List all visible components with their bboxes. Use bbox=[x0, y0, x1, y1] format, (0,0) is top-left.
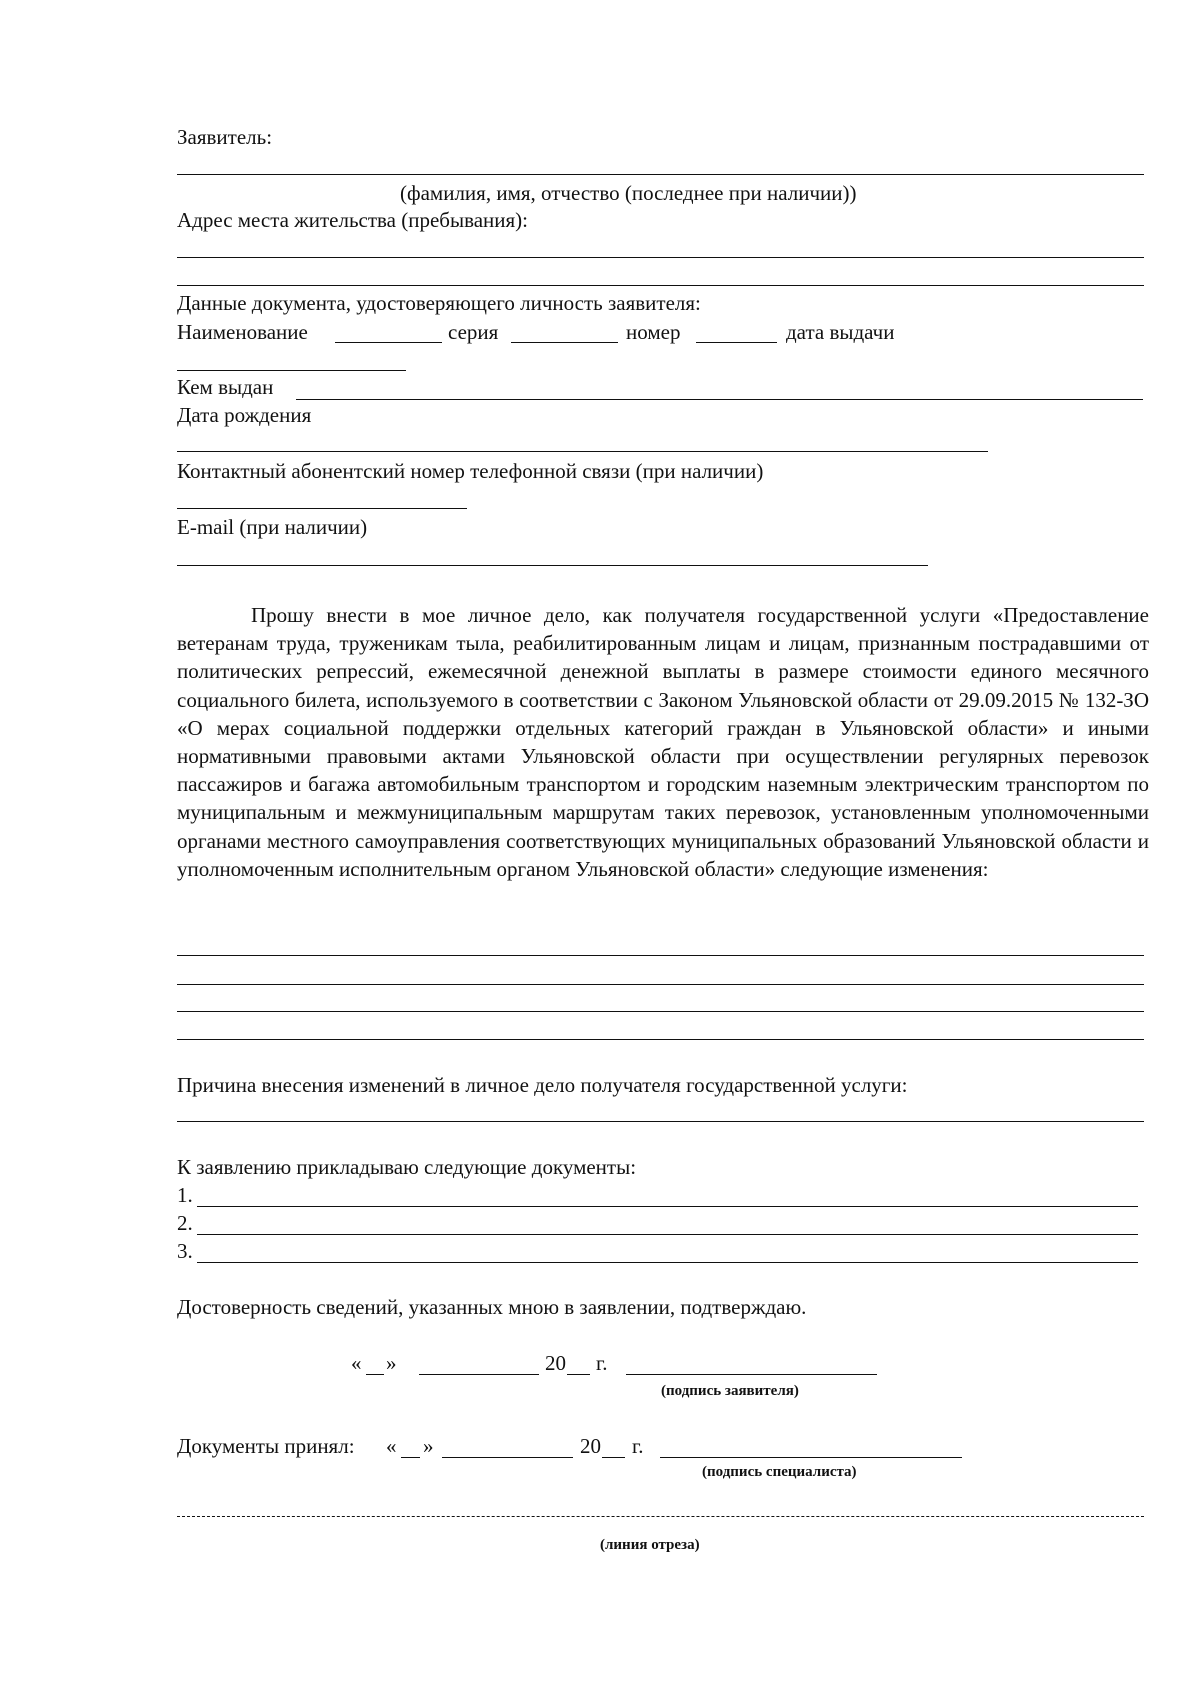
accepted-signature-caption: (подпись специалиста) bbox=[702, 1464, 857, 1480]
accepted-close-quote: » bbox=[423, 1434, 434, 1458]
attachment-field-1[interactable] bbox=[197, 1206, 1138, 1207]
attachment-field-3[interactable] bbox=[197, 1262, 1138, 1263]
confirmation-text: Достоверность сведений, указанных мною в заявлении, подтверждаю. bbox=[177, 1295, 807, 1319]
accepted-year-prefix: 20 bbox=[580, 1434, 601, 1458]
phone-field[interactable] bbox=[177, 508, 467, 509]
applicant-year-field[interactable] bbox=[567, 1374, 590, 1375]
accepted-day-field[interactable] bbox=[401, 1457, 420, 1458]
series-field[interactable] bbox=[511, 342, 618, 343]
attachments-label: К заявлению прикладываю следующие документы: bbox=[177, 1155, 637, 1179]
address-line-1[interactable] bbox=[177, 257, 1144, 258]
applicant-date-open-quote: « bbox=[351, 1351, 362, 1375]
number-label: номер bbox=[626, 320, 681, 344]
accepted-year-field[interactable] bbox=[602, 1457, 625, 1458]
accepted-label: Документы принял: bbox=[177, 1434, 355, 1458]
applicant-signature-field[interactable] bbox=[626, 1374, 877, 1375]
birth-date-field[interactable] bbox=[177, 451, 988, 452]
issued-by-field[interactable] bbox=[296, 399, 1143, 400]
applicant-year-prefix: 20 bbox=[545, 1351, 566, 1375]
cut-line bbox=[177, 1516, 1144, 1517]
address-line-2[interactable] bbox=[177, 285, 1144, 286]
accepted-signature-field[interactable] bbox=[660, 1457, 962, 1458]
changes-line-2[interactable] bbox=[177, 984, 1144, 985]
address-label: Адрес места жительства (пребывания): bbox=[177, 208, 529, 232]
issue-date-field[interactable] bbox=[177, 370, 406, 371]
series-label: серия bbox=[448, 320, 499, 344]
email-label: E-mail (при наличии) bbox=[177, 515, 368, 539]
attachment-number-1: 1. bbox=[177, 1183, 193, 1207]
attachment-number-3: 3. bbox=[177, 1239, 193, 1263]
applicant-day-field[interactable] bbox=[366, 1374, 384, 1375]
birth-date-label: Дата рождения bbox=[177, 403, 312, 427]
reason-label: Причина внесения изменений в личное дело получателя государственной услуги: bbox=[177, 1073, 908, 1097]
fio-line[interactable] bbox=[177, 174, 1144, 175]
issue-date-label: дата выдачи bbox=[786, 320, 895, 344]
fio-caption: (фамилия, имя, отчество (последнее при наличии)) bbox=[400, 181, 857, 205]
request-paragraph: Прошу внести в мое личное дело, как получателя государственной услуги «Предоставление ветеранам труда, труженикам тыла, реабилитированным лицам и лицам, признанным пострадавшими от политических репрессий, ежемесячной денежной выплаты в размере стоимости единого месячного социального билета, используемого в соответствии с Законом Ульяновской области от 29.09.2015 № 132-ЗО «О мерах социальной поддержки отдельных категорий граждан в Ульяновской области» и иными нормативными правовыми актами Ульяновской области при осуществлении регулярных перевозок пассажиров и багажа автомобильным транспортом и городским наземным электрическим транспортом по муниципальным и межмуниципальным маршрутам таких перевозок, установленным уполномоченными органами местного самоуправления соответствующих муниципальных образований Ульяновской области и уполномоченным исполнительным органом Ульяновской области» следующие изменения: bbox=[177, 603, 1149, 881]
applicant-month-field[interactable] bbox=[419, 1374, 539, 1375]
applicant-label: Заявитель: bbox=[177, 125, 273, 149]
attachment-number-2: 2. bbox=[177, 1211, 193, 1235]
cut-line-caption: (линия отреза) bbox=[600, 1537, 700, 1553]
number-field[interactable] bbox=[696, 342, 777, 343]
doc-name-label: Наименование bbox=[177, 320, 308, 344]
id-doc-label: Данные документа, удостоверяющего личность заявителя: bbox=[177, 291, 701, 315]
applicant-signature-caption: (подпись заявителя) bbox=[661, 1383, 799, 1399]
attachment-field-2[interactable] bbox=[197, 1234, 1138, 1235]
phone-label: Контактный абонентский номер телефонной связи (при наличии) bbox=[177, 459, 764, 483]
issued-by-label: Кем выдан bbox=[177, 375, 274, 399]
doc-name-field[interactable] bbox=[335, 342, 442, 343]
accepted-open-quote: « bbox=[386, 1434, 397, 1458]
reason-field[interactable] bbox=[177, 1121, 1144, 1122]
changes-line-1[interactable] bbox=[177, 955, 1144, 956]
email-field[interactable] bbox=[177, 565, 928, 566]
applicant-date-close-quote: » bbox=[386, 1351, 397, 1375]
changes-line-4[interactable] bbox=[177, 1039, 1144, 1040]
accepted-year-suffix: г. bbox=[632, 1434, 644, 1458]
applicant-year-suffix: г. bbox=[596, 1351, 608, 1375]
accepted-month-field[interactable] bbox=[442, 1457, 573, 1458]
changes-line-3[interactable] bbox=[177, 1011, 1144, 1012]
